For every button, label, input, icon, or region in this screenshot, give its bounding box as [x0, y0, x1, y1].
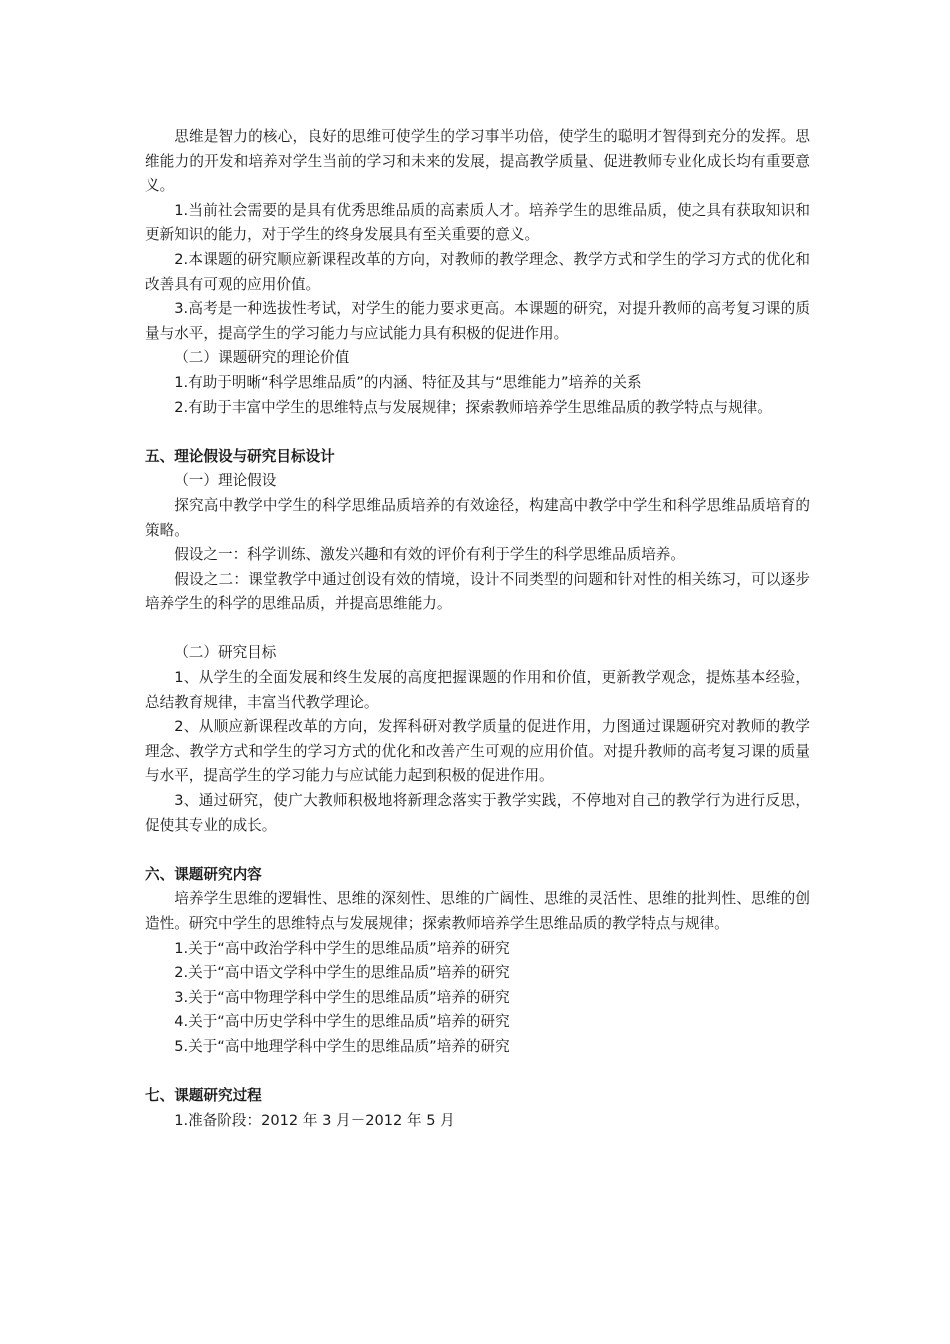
content-item-2: 2.关于“高中语文学科中学生的思维品质”培养的研究 [174, 964, 510, 982]
spacer [145, 617, 810, 642]
goal-item-3: 3、通过研究，使广大教师积极地将新理念落实于教学实践，不停地对自己的教学行为进行反思，促使其专业的成长。 [145, 792, 810, 834]
content-item-3: 3.关于“高中物理学科中学生的思维品质”培养的研究 [174, 988, 510, 1006]
theory-value-item-2: 2.有助于丰富中学生的思维特点与发展规律；探索教师培养学生思维品质的教学特点与规律。 [174, 398, 772, 416]
practical-value-item-1: 1.当前社会需要的是具有优秀思维品质的高素质人才。培养学生的思维品质，使之具有获取知识和更新知识的能力，对于学生的终身发展具有至关重要的意义。 [145, 201, 810, 244]
process-stage-1: 1.准备阶段：2012 年 3 月－2012 年 5 月 [174, 1111, 455, 1129]
section-6-title: 六、课题研究内容 [145, 865, 262, 883]
goal-item-1: 1、从学生的全面发展和终生发展的高度把握课题的作用和价值，更新教学观念，提炼基本经验，总结教育规律，丰富当代教学理论。 [145, 669, 810, 711]
content-item-4: 4.关于“高中历史学科中学生的思维品质”培养的研究 [174, 1013, 510, 1031]
theory-value-heading: （二）课题研究的理论价值 [174, 349, 350, 367]
content-intro-paragraph: 培养学生思维的逻辑性、思维的深刻性、思维的广阔性、思维的灵活性、思维的批判性、思维的创造性。研究中学生的思维特点与发展规律；探索教师培养学生思维品质的教学特点与规律。 [145, 890, 810, 932]
spacer [145, 420, 810, 445]
section-5-title: 五、理论假设与研究目标设计 [145, 447, 335, 465]
theory-value-item-1: 1.有助于明晰“科学思维品质”的内涵、特征及其与“思维能力”培养的关系 [174, 373, 642, 391]
document-page [145, 125, 810, 1133]
practical-value-item-3: 3.高考是一种选拔性考试，对学生的能力要求更高。本课题的研究，对提升教师的高考复习课的质量与水平，提高学生的学习能力与应试能力具有积极的促进作用。 [145, 300, 810, 342]
hypothesis-2: 假设之二：课堂教学中通过创设有效的情境，设计不同类型的问题和针对性的相关练习，可以逐步培养学生的科学的思维品质，并提高思维能力。 [145, 570, 810, 613]
value-intro-paragraph: 思维是智力的核心，良好的思维可使学生的学习事半功倍，使学生的聪明才智得到充分的发挥。思维能力的开发和培养对学生当前的学习和未来的发展，提高教学质量、促进教师专业化成长均有重要意义。 [145, 128, 810, 195]
content-item-1: 1.关于“高中政治学科中学生的思维品质”培养的研究 [174, 939, 510, 957]
spacer [145, 838, 810, 863]
spacer [145, 1060, 810, 1085]
hypothesis-intro-paragraph: 探究高中教学中学生的科学思维品质培养的有效途径，构建高中教学中学生和科学思维品质培育的策略。 [145, 496, 810, 539]
content-item-5: 5.关于“高中地理学科中学生的思维品质”培养的研究 [174, 1037, 510, 1055]
practical-value-item-2: 2.本课题的研究顺应新课程改革的方向，对教师的教学理念、教学方式和学生的学习方式的优化和改善具有可观的应用价值。 [145, 250, 810, 293]
goal-item-2: 2、从顺应新课程改革的方向，发挥科研对教学质量的促进作用，力图通过课题研究对教师的教学理念、教学方式和学生的学习方式的优化和改善产生可观的应用价值。对提升教师的高考复习课的质量与水平，提高学生的学习能力与应试能力起到积极的促进作用。 [145, 718, 810, 785]
section-7-title: 七、课题研究过程 [145, 1087, 262, 1105]
goals-subheading: （二）研究目标 [174, 644, 277, 662]
hypothesis-subheading: （一）理论假设 [174, 472, 277, 490]
hypothesis-1: 假设之一：科学训练、激发兴趣和有效的评价有利于学生的科学思维品质培养。 [174, 546, 685, 564]
